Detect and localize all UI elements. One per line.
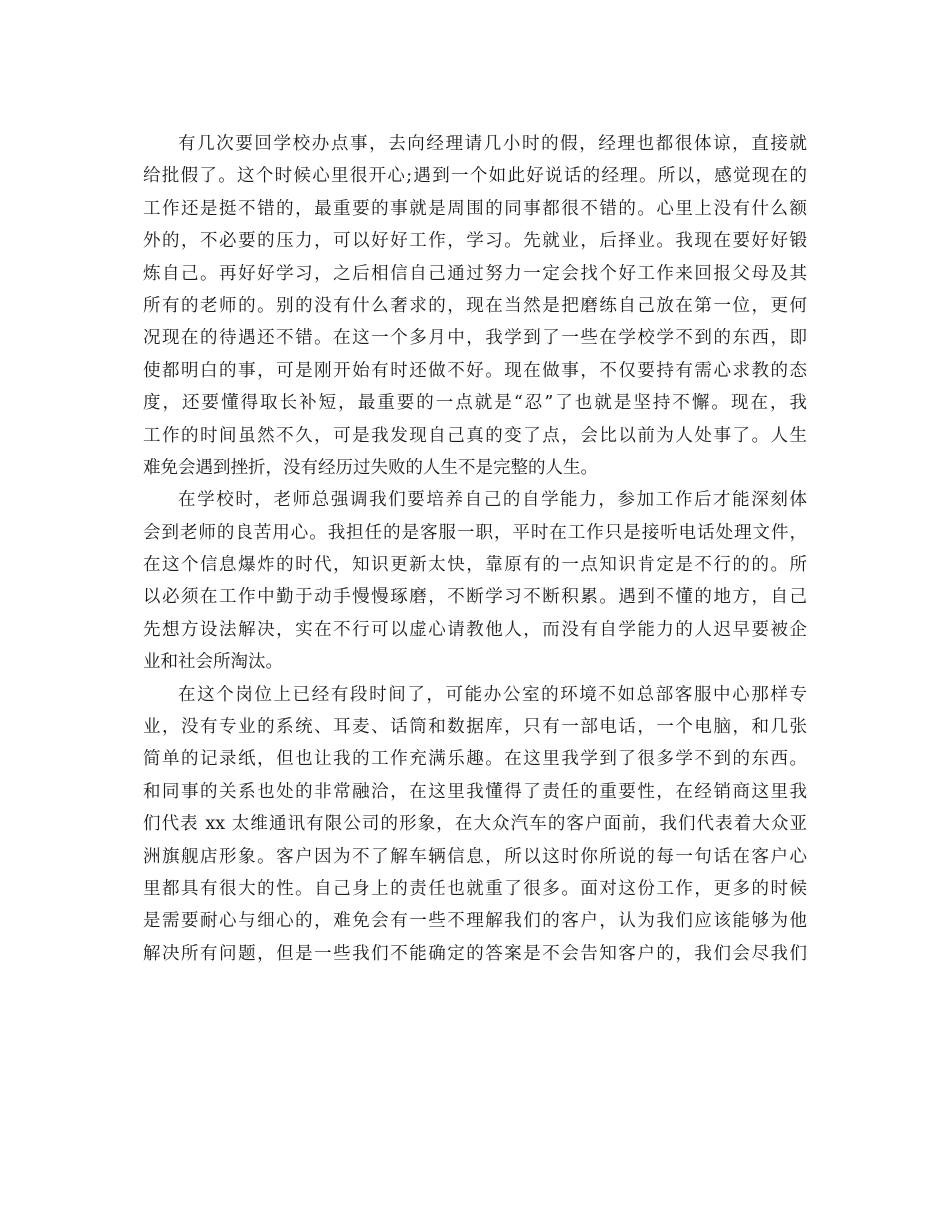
text-line: 们代表 xx 太维通讯有限公司的形象，在大众汽车的客户面前，我们代表着大众亚 bbox=[143, 814, 807, 835]
text-line: 和同事的关系也处的非常融洽，在这里我懂得了责任的重要性，在经销商这里我 bbox=[143, 781, 807, 802]
text-line: 洲旗舰店形象。客户因为不了解车辆信息，所以这时你所说的每一句话在客户心 bbox=[143, 846, 807, 867]
text-line: 炼自己。再好好学习，之后相信自己通过努力一定会找个好工作来回报父母及其 bbox=[143, 263, 807, 284]
text-line: 里都具有很大的性。自己身上的责任也就重了很多。面对这份工作，更多的时候 bbox=[143, 878, 807, 899]
text-line: 在这个信息爆炸的时代，知识更新太快，靠原有的一点知识肯定是不行的的。所 bbox=[143, 555, 807, 576]
text-line: 在学校时，老师总强调我们要培养自己的自学能力，参加工作后才能深刻体 bbox=[178, 490, 807, 511]
text-line: 况现在的待遇还不错。在这一个多月中，我学到了一些在学校学不到的东西，即 bbox=[143, 328, 807, 349]
paragraph-3 bbox=[143, 679, 807, 971]
text-line: 外的，不必要的压力，可以好好工作，学习。先就业，后择业。我现在要好好锻 bbox=[143, 231, 807, 252]
text-line: 工作还是挺不错的，最重要的事就是周围的同事都很不错的。心里上没有什么额 bbox=[143, 198, 807, 219]
text-line: 有几次要回学校办点事，去向经理请几小时的假，经理也都很体谅，直接就 bbox=[178, 134, 807, 154]
text-line: 工作的时间虽然不久，可是我发现自己真的变了点，会比以前为人处事了。人生 bbox=[143, 425, 807, 446]
text-line: 会到老师的良苦用心。我担任的是客服一职，平时在工作只是接听电话处理文件， bbox=[143, 522, 807, 543]
text-line: 业和社会所淘汰。 bbox=[143, 652, 283, 673]
text-line: 使都明白的事，可是刚开始有时还做不好。现在做事，不仅要持有需心求教的态 bbox=[143, 360, 807, 381]
text-line: 度，还要懂得取长补短，最重要的一点就是“忍”了也就是坚持不懈。现在，我 bbox=[143, 393, 807, 414]
text-line: 在这个岗位上已经有段时间了，可能办公室的环境不如总部客服中心那样专 bbox=[178, 684, 807, 705]
text-line: 所有的老师的。别的没有什么奢求的，现在当然是把磨练自己放在第一位，更何 bbox=[143, 295, 807, 316]
document-body bbox=[143, 128, 807, 970]
text-line: 简单的记录纸，但也让我的工作充满乐趣。在这里我学到了很多学不到的东西。 bbox=[143, 749, 807, 770]
text-line: 解决所有问题，但是一些我们不能确定的答案是不会告知客户的，我们会尽我们 bbox=[143, 943, 807, 964]
text-line: 先想方设法解决，实在不行可以虚心请教他人，而没有自学能力的人迟早要被企 bbox=[143, 619, 807, 640]
text-line: 给批假了。这个时候心里很开心;遇到一个如此好说话的经理。所以，感觉现在的 bbox=[143, 166, 807, 187]
text-line: 业，没有专业的系统、耳麦、话筒和数据库，只有一部电话，一个电脑，和几张 bbox=[143, 717, 807, 738]
paragraph-1 bbox=[143, 128, 807, 484]
text-line: 以必须在工作中勤于动手慢慢琢磨，不断学习不断积累。遇到不懂的地方，自己 bbox=[143, 587, 807, 608]
text-line: 是需要耐心与细心的，难免会有一些不理解我们的客户，认为我们应该能够为他 bbox=[143, 911, 807, 932]
text-line: 难免会遇到挫折，没有经历过失败的人生不是完整的人生。 bbox=[143, 457, 598, 478]
paragraph-2 bbox=[143, 484, 807, 678]
